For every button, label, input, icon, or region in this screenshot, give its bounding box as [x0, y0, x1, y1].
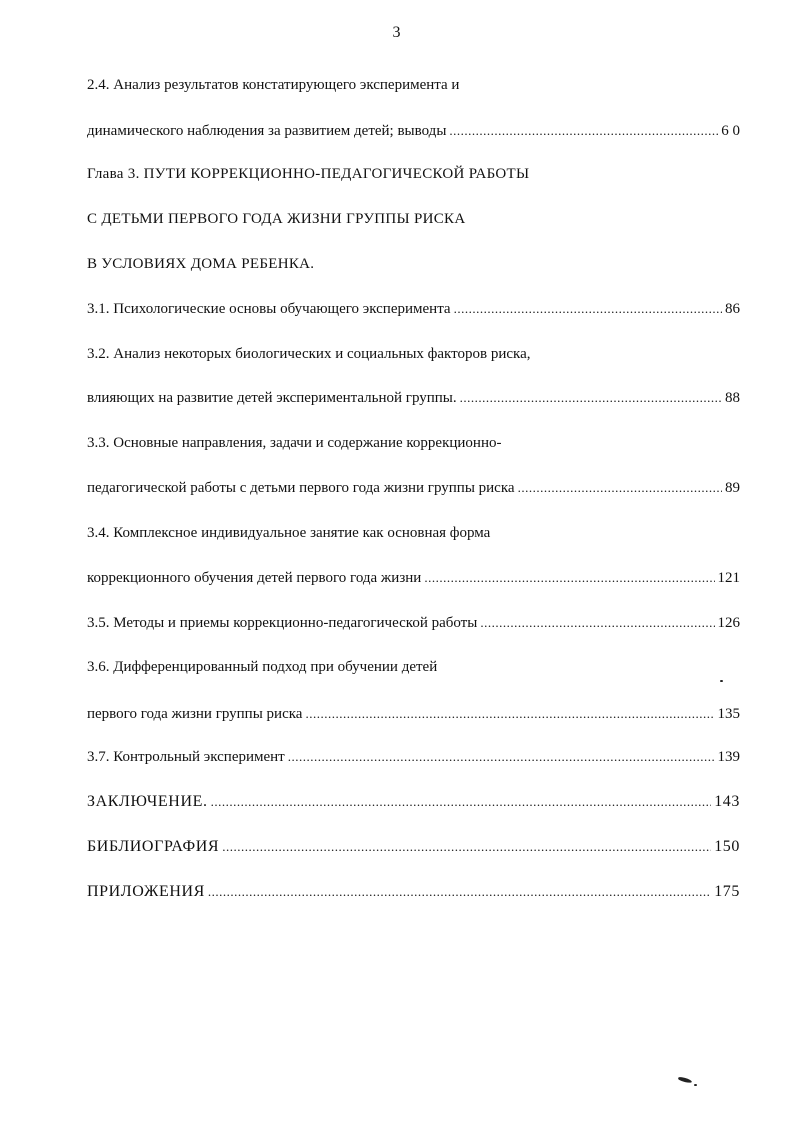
dot-leader: [449, 120, 718, 142]
toc-entry-3-2-line1: 3.2. Анализ некоторых биологических и социальных факторов риска,: [87, 346, 531, 362]
scan-speck: [678, 1076, 693, 1083]
toc-entry-3-4-line1: 3.4. Комплексное индивидуальное занятие как основная форма: [87, 525, 491, 541]
toc-entry-3-7[interactable]: [87, 746, 740, 768]
toc-page-number: 6 0: [721, 123, 740, 139]
dot-leader: [480, 612, 714, 634]
toc-entry-text: ЗАКЛЮЧЕНИЕ.: [87, 793, 208, 810]
toc-entry-3-2-line2: влияющих на развитие детей экспериментальной группы.: [87, 390, 457, 406]
toc-entry-3-6[interactable]: [87, 703, 740, 725]
toc-page-number: 135: [717, 706, 740, 722]
toc-entry-text: 3.1. Психологические основы обучающего эксперимента: [87, 301, 451, 317]
toc-page-number: 88: [725, 390, 740, 406]
dot-leader: [305, 703, 714, 725]
toc-entry-3-3[interactable]: [87, 477, 740, 499]
toc-page-number: 121: [717, 570, 740, 586]
dot-leader: [424, 567, 714, 589]
toc-entry-2-4[interactable]: [87, 120, 740, 142]
toc-entry-appendices[interactable]: [87, 881, 740, 903]
toc-entry-3-3-line2: педагогической работы с детьми первого года жизни группы риска: [87, 480, 515, 496]
chapter-3-title-line3: В УСЛОВИЯХ ДОМА РЕБЕНКА.: [87, 256, 315, 272]
scan-speck: [694, 1084, 697, 1086]
toc-entry-text: 3.7. Контрольный эксперимент: [87, 749, 285, 765]
toc-entry-text: БИБЛИОГРАФИЯ: [87, 838, 220, 855]
toc-page-number: 150: [714, 838, 740, 855]
toc-entry-bibliography[interactable]: [87, 836, 740, 858]
toc-entry-2-4-line1: 2.4. Анализ результатов констатирующего эксперимента и: [87, 77, 460, 93]
toc-entry-text: ПРИЛОЖЕНИЯ: [87, 883, 205, 900]
dot-leader: [460, 387, 722, 409]
toc-entry-3-3-line1: 3.3. Основные направления, задачи и содержание коррекционно-: [87, 435, 502, 451]
toc-entry-3-6-line2: первого года жизни группы риска: [87, 706, 303, 722]
toc-page-number: 143: [714, 793, 740, 810]
dot-leader: [222, 836, 711, 858]
toc-entry-3-4[interactable]: [87, 567, 740, 589]
dot-leader: [454, 298, 722, 320]
toc-page-number: 139: [717, 749, 740, 765]
toc-entry-3-2[interactable]: [87, 387, 740, 409]
toc-entry-text: 3.5. Методы и приемы коррекционно-педагогической работы: [87, 615, 478, 631]
toc-page-number: 89: [725, 480, 740, 496]
toc-page-number: 86: [725, 301, 740, 317]
toc-page-number: 175: [714, 883, 740, 900]
toc-entry-conclusion[interactable]: [87, 791, 740, 813]
toc-page-number: 126: [717, 615, 740, 631]
toc-entry-3-5[interactable]: [87, 612, 740, 634]
page-number: 3: [392, 24, 401, 41]
dot-leader: [208, 881, 711, 903]
chapter-3-title-line2: С ДЕТЬМИ ПЕРВОГО ГОДА ЖИЗНИ ГРУППЫ РИСКА: [87, 211, 466, 227]
dot-leader: [288, 746, 715, 768]
toc-entry-2-4-line2: динамического наблюдения за развитием детей; выводы: [87, 123, 447, 139]
toc-entry-3-4-line2: коррекционного обучения детей первого года жизни: [87, 570, 422, 586]
chapter-3-title-line1: Глава 3. ПУТИ КОРРЕКЦИОННО-ПЕДАГОГИЧЕСКОЙ РАБОТЫ: [87, 166, 530, 182]
scan-speck: [720, 680, 723, 682]
dot-leader: [211, 791, 712, 813]
dot-leader: [518, 477, 722, 499]
toc-entry-3-1[interactable]: [87, 298, 740, 320]
toc-entry-3-6-line1: 3.6. Дифференцированный подход при обучении детей: [87, 659, 438, 675]
